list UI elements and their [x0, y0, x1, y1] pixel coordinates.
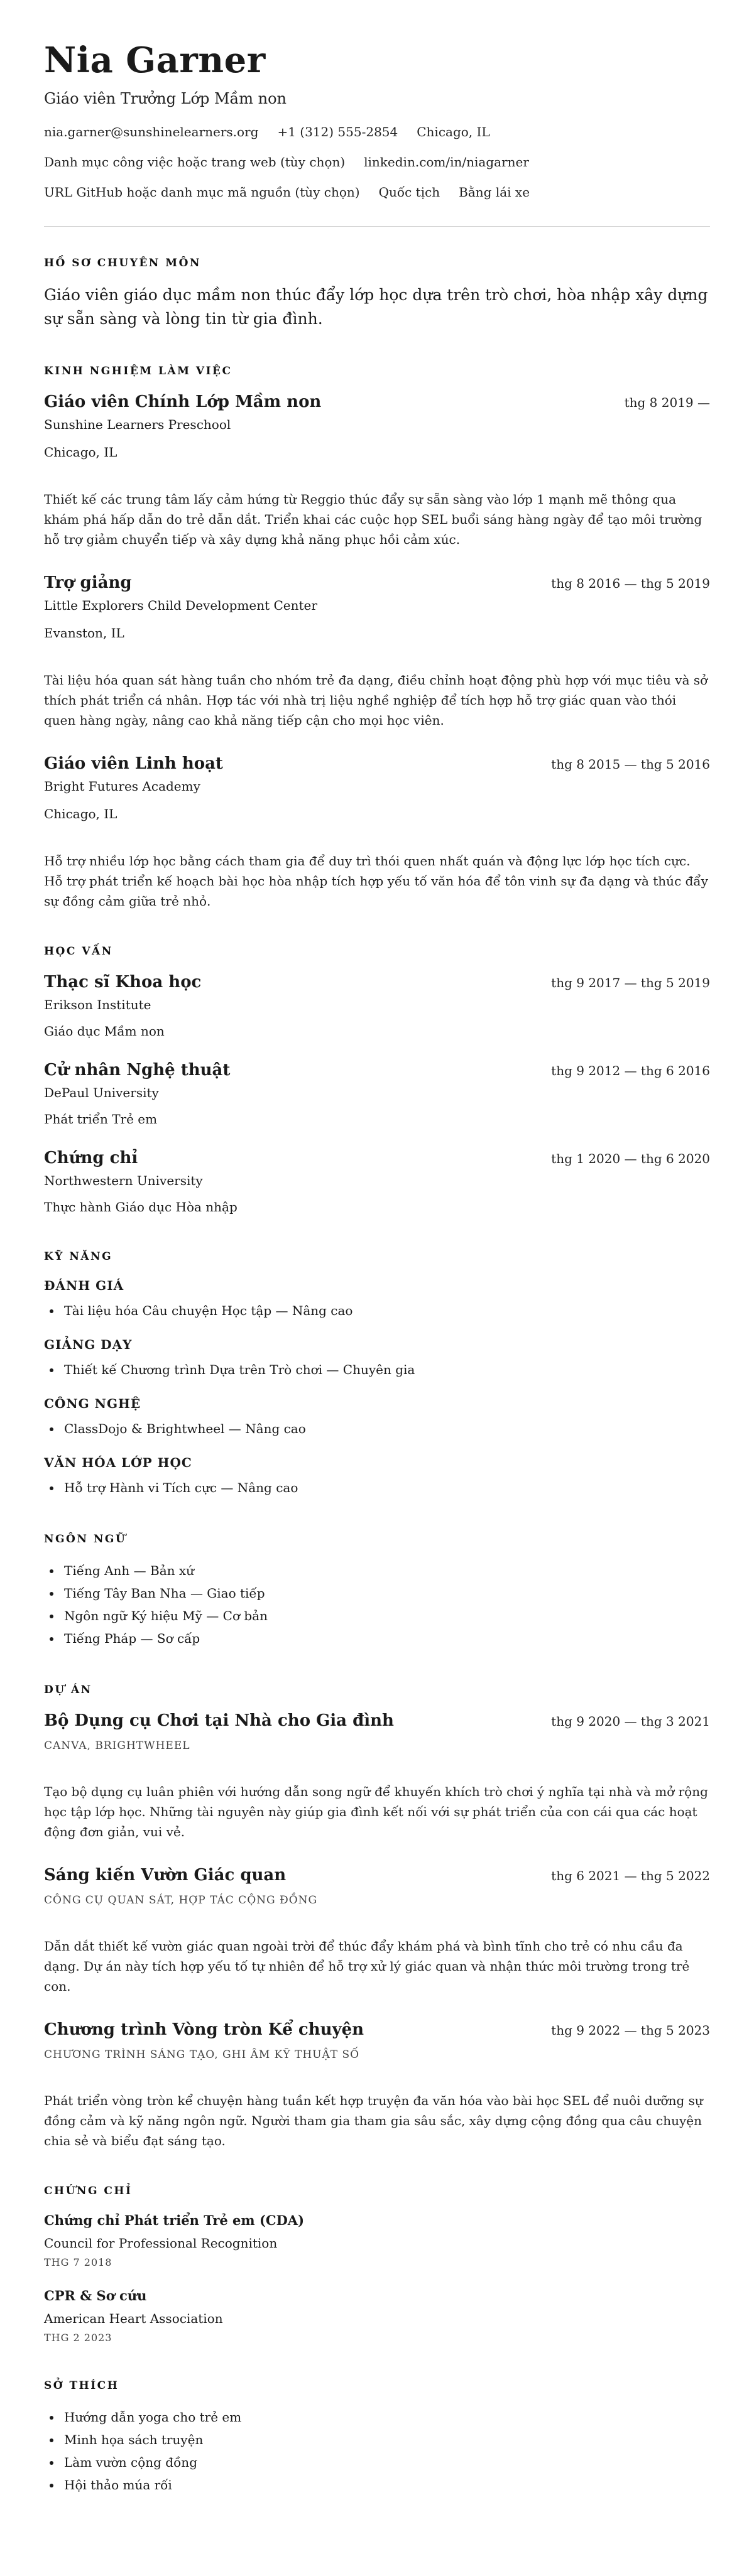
degree-title: Chứng chỉ [44, 1149, 138, 1167]
section-title: KINH NGHIỆM LÀM VIỆC [44, 365, 232, 377]
education-entry [44, 971, 710, 1041]
education-entry [44, 1147, 710, 1216]
section-title: HỌC VẤN [44, 945, 113, 958]
interest-item: • Minh họa sách truyện [62, 2428, 710, 2451]
certification-issuer: American Heart Association [44, 2311, 223, 2326]
projects-section [44, 1684, 710, 2151]
employer-name: Sunshine Learners Preschool [44, 417, 231, 432]
employer-name: Bright Futures Academy [44, 779, 200, 794]
skills-section [44, 1250, 710, 1499]
employer-name: Little Explorers Child Development Center [44, 598, 317, 613]
skill-category: ĐÁNH GIÁ [44, 1278, 124, 1293]
resume-header [44, 38, 710, 201]
certification-name: CPR & Sơ cứu [44, 2288, 147, 2303]
project-dates: thg 6 2021 — thg 5 2022 [551, 1868, 710, 1883]
project-tags: CANVA, BRIGHTWHEEL [44, 1740, 190, 1752]
language-item: • Ngôn ngữ Ký hiệu Mỹ — Cơ bản [62, 1605, 710, 1627]
section-title: SỞ THÍCH [44, 2379, 119, 2392]
job-description: Hỗ trợ nhiều lớp học bằng cách tham gia để duy trì thói quen nhất quán và động lực lớp học tích cực. Hỗ trợ phát triển kế hoạch bài học hòa nhập tích hợp yếu tố văn hóa để tôn vinh sự đa dạng và thúc đẩy sự đồng cảm giữa trẻ nhỏ. [44, 853, 708, 909]
project-name: Bộ Dụng cụ Chơi tại Nhà cho Gia đình [44, 1711, 394, 1730]
skill-item: • Tài liệu hóa Câu chuyện Học tập — Nâng cao [62, 1299, 710, 1322]
section-title: DỰ ÁN [44, 1684, 92, 1696]
degree-title: Thạc sĩ Khoa học [44, 973, 202, 992]
skill-group [44, 1395, 710, 1440]
contact-row [44, 183, 710, 201]
project-tags: CHƯƠNG TRÌNH SÁNG TẠO, GHI ÂM KỸ THUẬT SỐ [44, 2048, 360, 2061]
interest-item: • Hướng dẫn yoga cho trẻ em [62, 2406, 710, 2428]
certifications-section [44, 2185, 710, 2346]
section-title: CHỨNG CHỈ [44, 2185, 133, 2197]
certification-issuer: Council for Professional Recognition [44, 2236, 278, 2251]
skill-category: VĂN HÓA LỚP HỌC [44, 1455, 192, 1470]
skill-category: GIẢNG DẠY [44, 1337, 133, 1352]
education-dates: thg 1 2020 — thg 6 2020 [551, 1151, 710, 1166]
education-dates: thg 9 2012 — thg 6 2016 [551, 1063, 710, 1078]
certification-date: THG 7 2018 [44, 2256, 112, 2268]
skill-item: • ClassDojo & Brightwheel — Nâng cao [62, 1417, 710, 1440]
field-of-study: Phát triển Trẻ em [44, 1112, 158, 1127]
project-tags: CÔNG CỤ QUAN SÁT, HỢP TÁC CỘNG ĐỒNG [44, 1894, 318, 1907]
school-name: Northwestern University [44, 1173, 203, 1188]
contact-phone[interactable]: +1 (312) 555-2854 [277, 124, 398, 139]
job-description: Tài liệu hóa quan sát hàng tuần cho nhóm trẻ đa dạng, điều chỉnh hoạt động phù hợp với mục tiêu và sở thích phát triển cá nhân. Hợp tác với nhà trị liệu nghề nghiệp để tích hợp hỗ trợ giác quan vào thói quen hàng ngày, nâng cao khả năng tiếp cận cho mọi học viên. [44, 673, 708, 728]
skill-group [44, 1336, 710, 1381]
job-title: Giáo viên Chính Lớp Mầm non [44, 392, 322, 411]
interest-item: • Làm vườn cộng đồng [62, 2451, 710, 2474]
field-of-study: Thực hành Giáo dục Hòa nhập [44, 1199, 238, 1215]
contact-location: Chicago, IL [417, 124, 490, 139]
skill-item: • Thiết kế Chương trình Dựa trên Trò chơi — Chuyên gia [62, 1358, 710, 1381]
skill-group [44, 1277, 710, 1322]
contact-linkedin[interactable]: linkedin.com/in/niagarner [364, 154, 529, 170]
job-dates: thg 8 2015 — thg 5 2016 [551, 757, 710, 772]
job-location: Chicago, IL [44, 806, 117, 821]
interest-item: • Hội thảo múa rối [62, 2474, 710, 2496]
contact-email[interactable]: nia.garner@sunshinelearners.org [44, 124, 259, 139]
project-dates: thg 9 2022 — thg 5 2023 [551, 2023, 710, 2038]
project-name: Chương trình Vòng tròn Kể chuyện [44, 2020, 364, 2039]
job-location: Evanston, IL [44, 625, 124, 641]
education-entry [44, 1059, 710, 1128]
contact-github[interactable]: URL GitHub hoặc danh mục mã nguồn (tùy chọn) [44, 185, 360, 200]
certification-entry [44, 2211, 710, 2270]
experience-entry [44, 572, 710, 730]
contact-driving-license: Bằng lái xe [459, 185, 530, 200]
profile-section [44, 257, 710, 331]
project-description: Phát triển vòng tròn kể chuyện hàng tuần kết hợp truyện đa văn hóa vào bài học SEL để nuôi dưỡng sự đồng cảm và kỹ năng ngôn ngữ. Người tham gia tham gia sâu sắc, xây dựng cộng đồng qua câu chuyện chia sẻ và biểu đạt sáng tạo. [44, 2093, 703, 2148]
certification-name: Chứng chỉ Phát triển Trẻ em (CDA) [44, 2212, 305, 2228]
job-description: Thiết kế các trung tâm lấy cảm hứng từ Reggio thúc đẩy sự sẵn sàng vào lớp 1 mạnh mẽ thông qua khám phá hấp dẫn do trẻ dẫn dắt. Triển khai các cuộc họp SEL buổi sáng hàng ngày để tạo môi trường hỗ trợ giảm chuyển tiếp và xây dựng khả năng phục hồi cảm xúc. [44, 492, 702, 547]
project-entry [44, 1864, 710, 1996]
job-title: Giáo viên Linh hoạt [44, 754, 223, 773]
skill-item: • Hỗ trợ Hành vi Tích cực — Nâng cao [62, 1476, 710, 1499]
language-item: • Tiếng Anh — Bản xứ [62, 1559, 710, 1582]
certification-date: THG 2 2023 [44, 2332, 112, 2344]
skill-category: CÔNG NGHỆ [44, 1396, 141, 1411]
project-entry [44, 1710, 710, 1842]
skill-group [44, 1454, 710, 1499]
education-section [44, 945, 710, 1216]
contact-row [44, 123, 710, 141]
section-title: NGÔN NGỮ [44, 1533, 127, 1545]
project-entry [44, 2019, 710, 2151]
project-name: Sáng kiến Vườn Giác quan [44, 1866, 287, 1885]
project-dates: thg 9 2020 — thg 3 2021 [551, 1714, 710, 1729]
section-title: HỒ SƠ CHUYÊN MÔN [44, 257, 201, 269]
experience-section [44, 365, 710, 911]
language-item: • Tiếng Tây Ban Nha — Giao tiếp [62, 1582, 710, 1605]
school-name: Erikson Institute [44, 997, 151, 1012]
candidate-headline: Giáo viên Trưởng Lớp Mầm non [44, 90, 287, 107]
contact-portfolio[interactable]: Danh mục công việc hoặc trang web (tùy chọn) [44, 154, 346, 170]
field-of-study: Giáo dục Mầm non [44, 1024, 165, 1039]
job-title: Trợ giảng [44, 573, 132, 592]
education-dates: thg 9 2017 — thg 5 2019 [551, 975, 710, 990]
job-dates: thg 8 2019 — [624, 395, 710, 410]
languages-section [44, 1533, 710, 1650]
contact-nationality: Quốc tịch [378, 185, 440, 200]
profile-summary: Giáo viên giáo dục mầm non thúc đẩy lớp học dựa trên trò chơi, hòa nhập xây dựng sự sẵn sàng và lòng tin từ gia đình. [44, 286, 708, 328]
job-location: Chicago, IL [44, 445, 117, 460]
header-divider [44, 226, 710, 227]
candidate-name: Nia Garner [44, 40, 266, 81]
interests-section [44, 2379, 710, 2496]
degree-title: Cử nhân Nghệ thuật [44, 1061, 231, 1080]
certification-entry [44, 2286, 710, 2346]
contact-row [44, 153, 710, 171]
experience-entry [44, 391, 710, 549]
job-dates: thg 8 2016 — thg 5 2019 [551, 576, 710, 591]
section-title: KỸ NĂNG [44, 1250, 113, 1263]
experience-entry [44, 753, 710, 911]
language-item: • Tiếng Pháp — Sơ cấp [62, 1627, 710, 1650]
school-name: DePaul University [44, 1085, 159, 1100]
project-description: Dẫn dắt thiết kế vườn giác quan ngoài trời để thúc đẩy khám phá và bình tĩnh cho trẻ có nhu cầu đa dạng. Dự án này tích hợp yếu tố tự nhiên để hỗ trợ xử lý giác quan và nhận thức môi trường trong trẻ con. [44, 1939, 690, 1994]
project-description: Tạo bộ dụng cụ luân phiên với hướng dẫn song ngữ để khuyến khích trò chơi ý nghĩa tại nhà và mở rộng học tập lớp học. Những tài nguyên này giúp gia đình kết nối với sự phát triển của con cái qua các hoạt động đơn giản, vui vẻ. [44, 1784, 708, 1839]
